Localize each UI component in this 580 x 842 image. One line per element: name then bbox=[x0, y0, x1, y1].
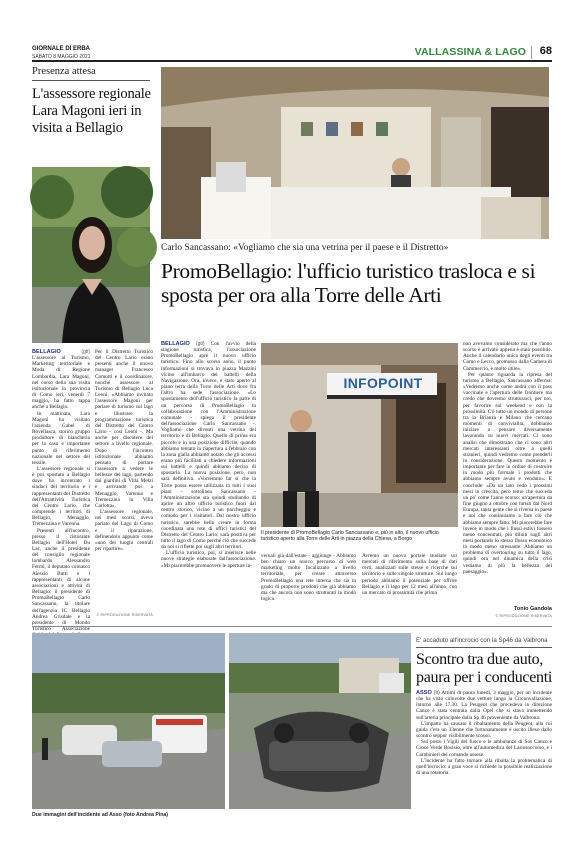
story2-paragraph: non avevamo considerato ma che l'anno scorso è arrivato appena è stato possibile. Anche il calendario unico degli eventi tra Como e Lecco, promosso dalla Camera di Commercio, è molto utile». bbox=[463, 341, 552, 372]
story1-paragraph: BELLAGIO (gti) L'assessore al Turismo, Marketing territoriale e Moda di Regione Lombardia, Lara Magoni, nel corso della sua visita istituzionale in provincia di Como ieri, venerdì 7 maggio, ha fatto tappa anche a Bellagio. bbox=[32, 349, 90, 411]
story3-dateline: ASSO bbox=[416, 690, 432, 696]
accident-scene-2 bbox=[229, 633, 411, 809]
story2-paragraph: L'ufficio turistico, poi, si inserisce nelle nuove strategie elaborate dall'associazione. «Mi piacerebbe promuovere le aperture in- bbox=[161, 550, 256, 569]
story2-photo-caption: Il presidente di PromoBellagio Carlo Sancassano e, più in alto, il nuovo ufficio turistico aperto alla Torre delle Arti in piazza della Chiesa, a Borgo bbox=[261, 530, 439, 542]
story3-kicker: E' accaduto all'incrocio con la Sp46 da Valbrona bbox=[416, 637, 548, 644]
story3-headline: Scontro tra due auto, paura per i conducenti bbox=[416, 651, 553, 686]
story1-paragraph: Presenti all'incontro, presso il ristorante Bellagio dell'Hotel Du Lac, anche il presidente del consiglio regionale lombardo Alessandro Fermi, il deputato comasco Alessio Butti e i rappresentanti di alcune associazioni e attività di Bellagio: il presidente di PromoBellagio Carlo Sancassano, la titolare dell'agenzia IC Bellagio Andrea Grisdale e la presidente di Mondo Turistico Associazione bbox=[32, 527, 90, 633]
story2-body-col4 bbox=[463, 341, 552, 606]
accident-scene-1 bbox=[32, 633, 225, 809]
story2-kicker: Carlo Sancassano: «Vogliamo che sia una vetrina per il paese e il Distretto» bbox=[161, 243, 449, 253]
story1-kicker-rule bbox=[32, 80, 150, 81]
story2-paragraph: Avremo un nuovo portale studiato sui mercati di riferimento sulla base di dati certi, analizzati sulle stesse e ricerche sul territorio e sulle singole strutture. Sul lungo periodo abbiamo il potenziale per offrire Bellagio e il lago per 12 mesi all'anno, con un mercato di prossimità che prima bbox=[362, 553, 457, 596]
story2-paragraph: Per quanto riguarda la ripresa del turismo a Bellagio, Sancassano afferma: «Vedremo anche come andrà con il pass vaccinale e l'apertura delle frontiere ma credo che dovremo strutturarci, per noi, per favorire sul weekend e con la prossimità. C'è tutto un mondo di persone tra la Brianza e Milano che cercano momenti di convivialità, dobbiamo iniziare a pensare diversamente lavorando su nuovi mercati. Ci sono analisi che dimostrano che ci sono altri mercati interessanti oltre a quelli stranieri, quindi vedremo come prenderli in considerazione. Questo momento è importante per fare in ordine di costruire in modo più formale i prodotti che abbiamo sempre avuto e venduto». E conclude: «Da un lato vedo i prossimi mesi in crescita, però temo che succeda un po' come l'anno scorso: un'apertura da fine giugno a ottobre con turisti dal Nord Europa, tanta gente che si riversa in paese e noi che continuiamo a fare ciò che abbiamo sempre fatto. Mi piacerebbe fare invece in modo che i flussi estivi fossero meno concentrati, più diluiti sugli altri mesi portando lo stesso flusso economico in modo meno stressante. Abbiamo un problema di overtouring su tutto il lago, quindi ora nel dinamica della crisi vediamo di più la bellezza del paesaggio». bbox=[463, 371, 552, 575]
story2-paragraph: BELLAGIO (gti) Con l'avvio della stagione turistica, l'associazione PromoBellagio apre il nuovo ufficio turistico. Fino allo scorso anno, il punto informazioni si trovava in piazza Mazzini vicino all'imbarco dei battelli della Navigazione. Ora, invece, è stato aperto al piano terra della Torre delle Arti dove fra l'altro ha sede l'associazione. «Lo spostamento dell'ufficio turistico fa parte di un percorso di PromoBellagio in collaborazione con l'Amministrazione comunale - spiega il presidente dell'associazione Carlo Sancassano -. Vogliamo che diventi una vetrina del territorio e di Bellagio. Quello di prima era piccolo e in una posizione difficile, quando abbiamo tentato la riapertura a febbraio con la zona gialla abbiamo notato che gli accessi erano più facilitati a chiedere informazioni sul battelli e quindi abbiamo deciso di spostarlo. La nuova posizione, però, non sarà definitiva. «Vorremmo far sì che la Torre possa essere utilizzata in tutti i suoi piani - sottolinea Sancassano - l'Amministrazione sta quindi studiando di aprire un altro ufficio turistico fuori dal centro storico, vicino a un parcheggio e comodo per i visitatori. Dal nostro ufficio turistico, sarebbe bello creare in forma coordinata una rete di uffici turistici del Distretto del Centro Lario; sarà positiva per tutto il lago di Como perché ciò che succede da noi si riflette poi sugli altri territori. bbox=[161, 341, 257, 551]
story2-copyright: © RIPRODUZIONE RISERVATA bbox=[495, 614, 552, 618]
masthead bbox=[32, 44, 552, 66]
story2-dateline: BELLAGIO bbox=[161, 341, 190, 347]
story1-paragraph: L'assessore regionale, nei mesi scorsi, aveva parlato del Lago di Como e il riparazione, definendolo appunto come «uno dei luoghi centrali per ripartire». bbox=[95, 509, 153, 552]
infopoint-illustration bbox=[261, 343, 458, 527]
story2-paragraph: vernali già dall'estate - aggiunge - Abbiamo ben chiaro un nuovo percorso di web marketing molto focalizzato a livello territoriale, per creare attraverso PromoBellagio una rete interna che sia in grado di proporre prodotti che già abbiamo ma che ancora non sono strutturati in modo logico. bbox=[261, 553, 356, 603]
story1-headline: L'assessore regionale Lara Magoni ieri in visita a Bellagio bbox=[32, 86, 151, 136]
story1-body-col2 bbox=[95, 349, 153, 611]
story3-paragraph: ASSO (tt) Attimi di paura lunedì, 3 maggio, per un incidente che ha visto coinvolte due vetture lungo la Circonvallazione, intorno alle 17.30. La Peugeot che procedeva in direzione Canzo è stata centrata dalla Opel che si stava immettendo sull'arteria principale dalla Sp 46 proveniente da Valbrona. bbox=[416, 690, 552, 721]
story3-photo-caption: Due immagini dell'incidente ad Asso (foto Andrea Pina) bbox=[32, 812, 169, 818]
story1-paragraph: Per il Distretto Turistico del Centro Lario erano presenti anche il nuovo manager Francesco Comotti e il coordinatore, nonché assessore al Turismo di Bellagio Luca Leoni. «Abbiamo invitato l'assessore Magoni per parlare di turismo sul lago e illustrare la programmazione turistica del Distretto del Centro Lario - cosi Leoni -. Ma anche per discutere del settore a livello regionale. Dopo l'incontro istituzionale abbiamo pensato di portare l'assessore a vedere le bellezze del lago, partendo dai giardini di Villa Melzi e arrivando poi a Menaggio, Varenna e Tremezzina in Villa Carlotta». bbox=[95, 349, 153, 509]
portrait-illustration bbox=[32, 167, 150, 343]
story2-body-col2 bbox=[261, 553, 356, 613]
story3-paragraph: Sul posto i Vigili del fuoco e le ambulanze di Sos Canzo e Croce Verde Bosisio, oltre all'automedica del Lariosoccorso, e i Carabinieri del comando assese. bbox=[416, 739, 552, 758]
story2-body-col1 bbox=[161, 341, 256, 615]
story2-photo-office bbox=[161, 67, 549, 239]
story3-photo-accident-2 bbox=[229, 633, 411, 809]
story1-photo-lara-magoni bbox=[32, 167, 150, 343]
story1-paragraph: In mattinata, Lara Magoni ha visitato l'azienda Gabel di Rovellasca, storico gruppo produttore di biancheria per la casa e importante punto di riferimento nazionale nel settore del tessile. bbox=[32, 410, 90, 466]
issue-date: SABATO 8 MAGGIO 2021 bbox=[32, 54, 91, 60]
story3-body bbox=[416, 690, 552, 816]
section-title: VALLASSINA & LAGO bbox=[414, 46, 526, 58]
story1-kicker: Presenza attesa bbox=[32, 66, 96, 77]
story1-copyright: © RIPRODUZIONE RISERVATA bbox=[96, 613, 153, 617]
page-divider bbox=[531, 46, 532, 59]
story2-headline: PromoBellagio: l'ufficio turistico trasloca e si sposta per ora alla Torre delle Arti bbox=[161, 259, 536, 307]
office-illustration bbox=[161, 67, 549, 239]
story1-paragraph: L'assessore regionale si è poi spostata a Bellagio dove ha incontrato i sindaci del territorio e i rappresentanti del Distretto dell'Attrattività Turistica del Centro Lario, che comprende i territori di Bellagio, Menaggio, Tremezzina e Varenna. bbox=[32, 465, 90, 528]
story2-photo-sancassano bbox=[261, 343, 458, 527]
story1-body-col1 bbox=[32, 349, 90, 633]
section-separator bbox=[32, 626, 552, 627]
story2-signature: Tonio Gandola bbox=[513, 606, 552, 612]
story3-kicker-rule bbox=[416, 647, 552, 648]
story3-paragraph: L'incidente ha fatto tornare alla ribalta la problematica di quell'incrocio: a gran voce si richiede la possibile realizzazione di una rotatoria. bbox=[416, 757, 552, 777]
masthead-rule bbox=[32, 60, 552, 62]
infopoint-sign-text: INFOPOINT bbox=[343, 375, 423, 391]
story3-photo-accident-1 bbox=[32, 633, 225, 809]
story3-paragraph: L'impatto ha causato il ribaltamento della Peugeot, alla cui guida c'era un 33enne che fortunatamente è uscito illeso dallo scontro seppur visibilmente scosso. bbox=[416, 720, 552, 740]
story2-body-col3 bbox=[362, 553, 457, 613]
story1-dateline: BELLAGIO bbox=[32, 349, 61, 355]
paper-name: GIORNALE DI ERBA bbox=[32, 46, 91, 52]
page-number: 68 bbox=[539, 45, 552, 57]
